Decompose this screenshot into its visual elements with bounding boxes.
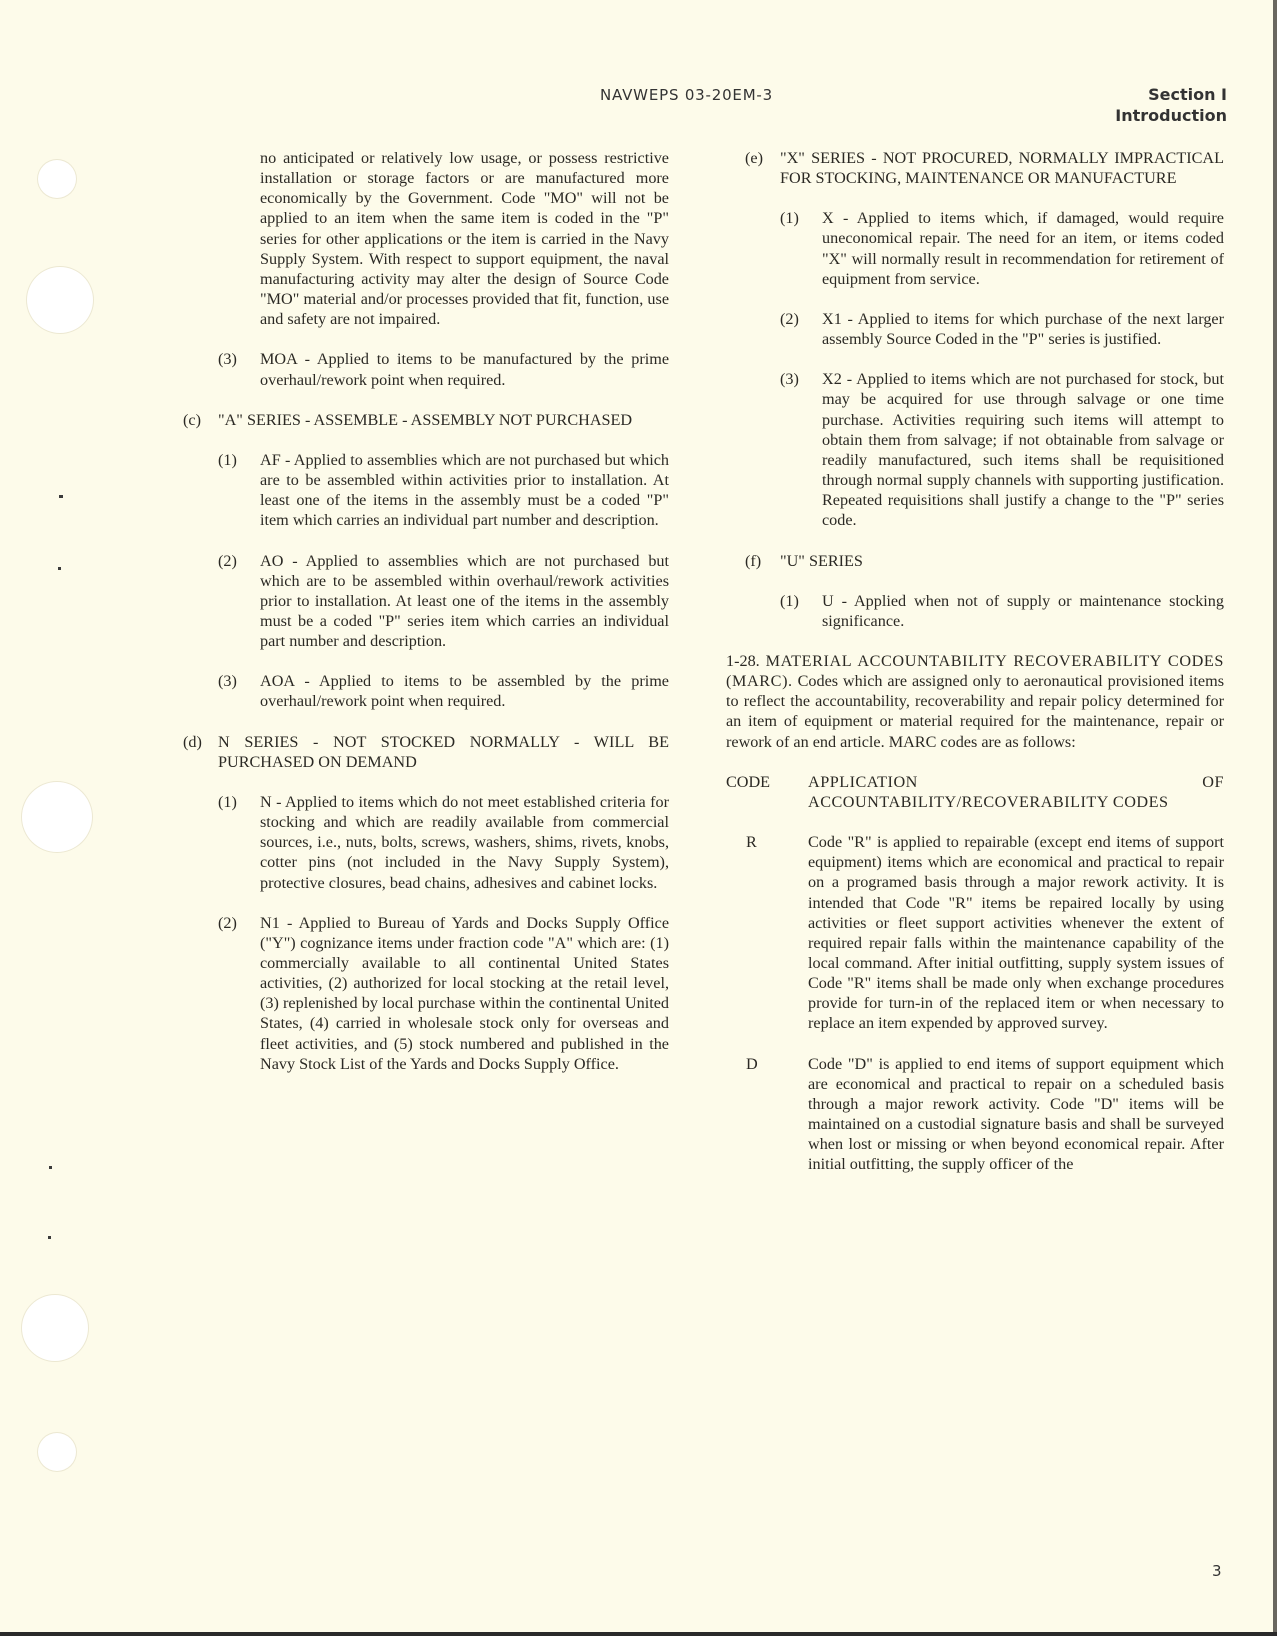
item-label: (1) bbox=[218, 450, 237, 469]
series-title: N SERIES - NOT STOCKED NORMALLY - WILL BE PURCHASED ON DEMAND bbox=[218, 732, 669, 771]
document-number: NAVWEPS 03-20EM-3 bbox=[600, 86, 773, 104]
page-number: 3 bbox=[1212, 1562, 1222, 1580]
page-edge bbox=[0, 1632, 1277, 1636]
list-item-af bbox=[218, 450, 669, 531]
punch-hole bbox=[22, 782, 92, 852]
series-heading-c bbox=[183, 410, 669, 430]
series-label: (c) bbox=[183, 410, 201, 429]
marc-table-header bbox=[726, 772, 1224, 812]
table-row bbox=[726, 1054, 1224, 1175]
section-label: Section I bbox=[1148, 85, 1227, 104]
section-title: Introduction bbox=[1115, 106, 1227, 125]
paragraph-1-28 bbox=[726, 651, 1224, 752]
list-item-ao bbox=[218, 551, 669, 652]
list-item-n1 bbox=[218, 913, 669, 1074]
paragraph-number: 1-28. bbox=[726, 651, 760, 670]
column-header-code: CODE bbox=[726, 772, 771, 791]
scan-speck bbox=[59, 495, 63, 498]
scan-speck bbox=[48, 1236, 51, 1239]
item-text: AO - Applied to assemblies which are not purchased but which are to be assembled within overhaul/rework activities prior to installation. At least one of the items in the assembly must be a coded "P" series item which carries an individual part number and description. bbox=[260, 551, 669, 651]
item-text: no anticipated or relatively low usage, or possess restrictive installation or storage factors or are manufactured more economically by the Government. Code "MO" will not be applied to an item when the same item is coded in the "P" series for other applications or the item is carried in the Navy Supply System. With respect to support equipment, the naval manufacturing activity may alter the design of Source Code "MO" material and/or processes provided that fit, function, use and safety are not impaired. bbox=[260, 149, 669, 329]
list-item-aoa bbox=[218, 671, 669, 711]
series-title: "U" SERIES bbox=[780, 551, 863, 570]
table-row bbox=[726, 832, 1224, 1034]
item-label: (1) bbox=[780, 209, 799, 228]
scan-speck bbox=[58, 567, 61, 570]
item-text: AOA - Applied to items to be assembled by the prime overhaul/rework point when required. bbox=[260, 672, 669, 711]
punch-hole bbox=[38, 160, 76, 198]
item-text: U - Applied when not of supply or maintenance stocking significance. bbox=[822, 591, 1224, 630]
item-label: (2) bbox=[218, 551, 237, 570]
list-item-n bbox=[218, 792, 669, 893]
marc-code: D bbox=[746, 1054, 758, 1073]
item-label: (3) bbox=[218, 672, 237, 691]
right-column bbox=[726, 148, 1224, 1175]
series-heading-e bbox=[745, 148, 1224, 188]
item-label: (3) bbox=[780, 370, 799, 389]
marc-description: Code "R" is applied to repairable (except end items of support equipment) items which are economical and practical to repair on a programed basis through a major rework activity. It is intended that Code "R" items be repaired locally by using activities or fleet support activities whenever the extent of required repair falls within the maintenance capability of the local command. After initial outfitting, supply system issues of Code "R" items shall be made only when exchange procedures provide for turn-in of the replaced item or when necessary to replace an item expended by approved survey. bbox=[808, 833, 1224, 1033]
series-heading-d bbox=[183, 732, 669, 772]
list-item-x bbox=[780, 208, 1224, 289]
item-label: (3) bbox=[218, 350, 237, 369]
list-item-u bbox=[780, 591, 1224, 631]
series-label: (d) bbox=[183, 732, 202, 751]
mo-continuation bbox=[218, 148, 669, 329]
item-label bbox=[218, 148, 260, 329]
item-text: AF - Applied to assemblies which are not purchased but which are to be assembled within activities prior to installation. At least one of the items in the assembly must be a coded "P" item which carries an individual part number and description. bbox=[260, 450, 669, 530]
series-title: "A" SERIES - ASSEMBLE - ASSEMBLY NOT PURCHASED bbox=[218, 410, 633, 429]
marc-code: R bbox=[746, 833, 757, 852]
punch-hole bbox=[22, 1295, 88, 1361]
paragraph-text: Codes which are assigned only to aeronautical provisioned items to reflect the accountability, recoverability and repair policy determined for an item of equipment or material required for the maintenance, repair or rework of an end article. MARC codes are as follows: bbox=[726, 672, 1225, 751]
paragraph-title: MATERIAL ACCOUNTABILITY RECOVERABILITY CODES (MARC). bbox=[726, 651, 1225, 691]
list-item-x2 bbox=[780, 369, 1224, 530]
page-edge bbox=[1273, 0, 1277, 1636]
marc-description: Code "D" is applied to end items of support equipment which are economical and practical to repair on a scheduled basis through a major rework activity. Code "D" items will be maintained on a custodial signature basis and shall be surveyed when lost or missing or when beyond economical repair. After initial outfitting, the supply officer of the bbox=[808, 1054, 1224, 1174]
scan-speck bbox=[49, 1166, 52, 1169]
item-text: X - Applied to items which, if damaged, would require uneconomical repair. The need for an item, or items coded "X" will normally result in recommendation for retirement of equipment from service. bbox=[822, 209, 1224, 288]
column-header-application: APPLICATION OF ACCOUNTABILITY/RECOVERABILITY CODES bbox=[808, 772, 1224, 811]
item-label: (1) bbox=[780, 591, 799, 610]
series-label: (f) bbox=[745, 551, 762, 570]
item-text: X2 - Applied to items which are not purchased for stock, but may be acquired for use through salvage or one time purchase. Activities requiring such items will attempt to obtain them from salvage; if not obtainable from salvage or readily manufactured, such items shall be requisitioned through normal supply channels with supporting justification. Repeated requisitions shall justify a change to the "P" series code. bbox=[822, 370, 1224, 530]
list-item-x1 bbox=[780, 309, 1224, 349]
section-header bbox=[1115, 84, 1227, 126]
item-text: MOA - Applied to items to be manufactured by the prime overhaul/rework point when required. bbox=[260, 350, 669, 389]
item-label: (2) bbox=[780, 309, 799, 328]
series-title: "X" SERIES - NOT PROCURED, NORMALLY IMPRACTICAL FOR STOCKING, MAINTENANCE OR MANUFACTURE bbox=[780, 149, 1224, 188]
punch-hole bbox=[27, 267, 93, 333]
left-column bbox=[183, 148, 669, 1074]
punch-hole bbox=[38, 1433, 76, 1471]
item-text: X1 - Applied to items for which purchase of the next larger assembly Source Coded in the "P" series is justified. bbox=[822, 309, 1224, 349]
list-item-moa bbox=[218, 349, 669, 389]
item-label: (1) bbox=[218, 792, 237, 811]
item-text: N - Applied to items which do not meet established criteria for stocking and which are readily available from commercial sources, i.e., nuts, bolts, screws, washers, shims, rivets, knobs, cotter pins (not included in the Navy Supply System), protective closures, bead chains, adhesives and cabinet locks. bbox=[260, 792, 669, 892]
series-heading-f bbox=[745, 551, 1224, 571]
series-label: (e) bbox=[745, 149, 763, 167]
item-text: N1 - Applied to Bureau of Yards and Docks Supply Office ("Y") cognizance items under fraction code "A" which are: (1) commercially available to all continental United States activities, (2) authorized for local stocking at the retail level, (3) replenished by local purchase within the continental United States, (4) carried in wholesale stock only for overseas and fleet activities, and (5) stock numbered and published in the Navy Stock List of the Yards and Docks Supply Office. bbox=[260, 913, 669, 1073]
item-label: (2) bbox=[218, 913, 237, 932]
